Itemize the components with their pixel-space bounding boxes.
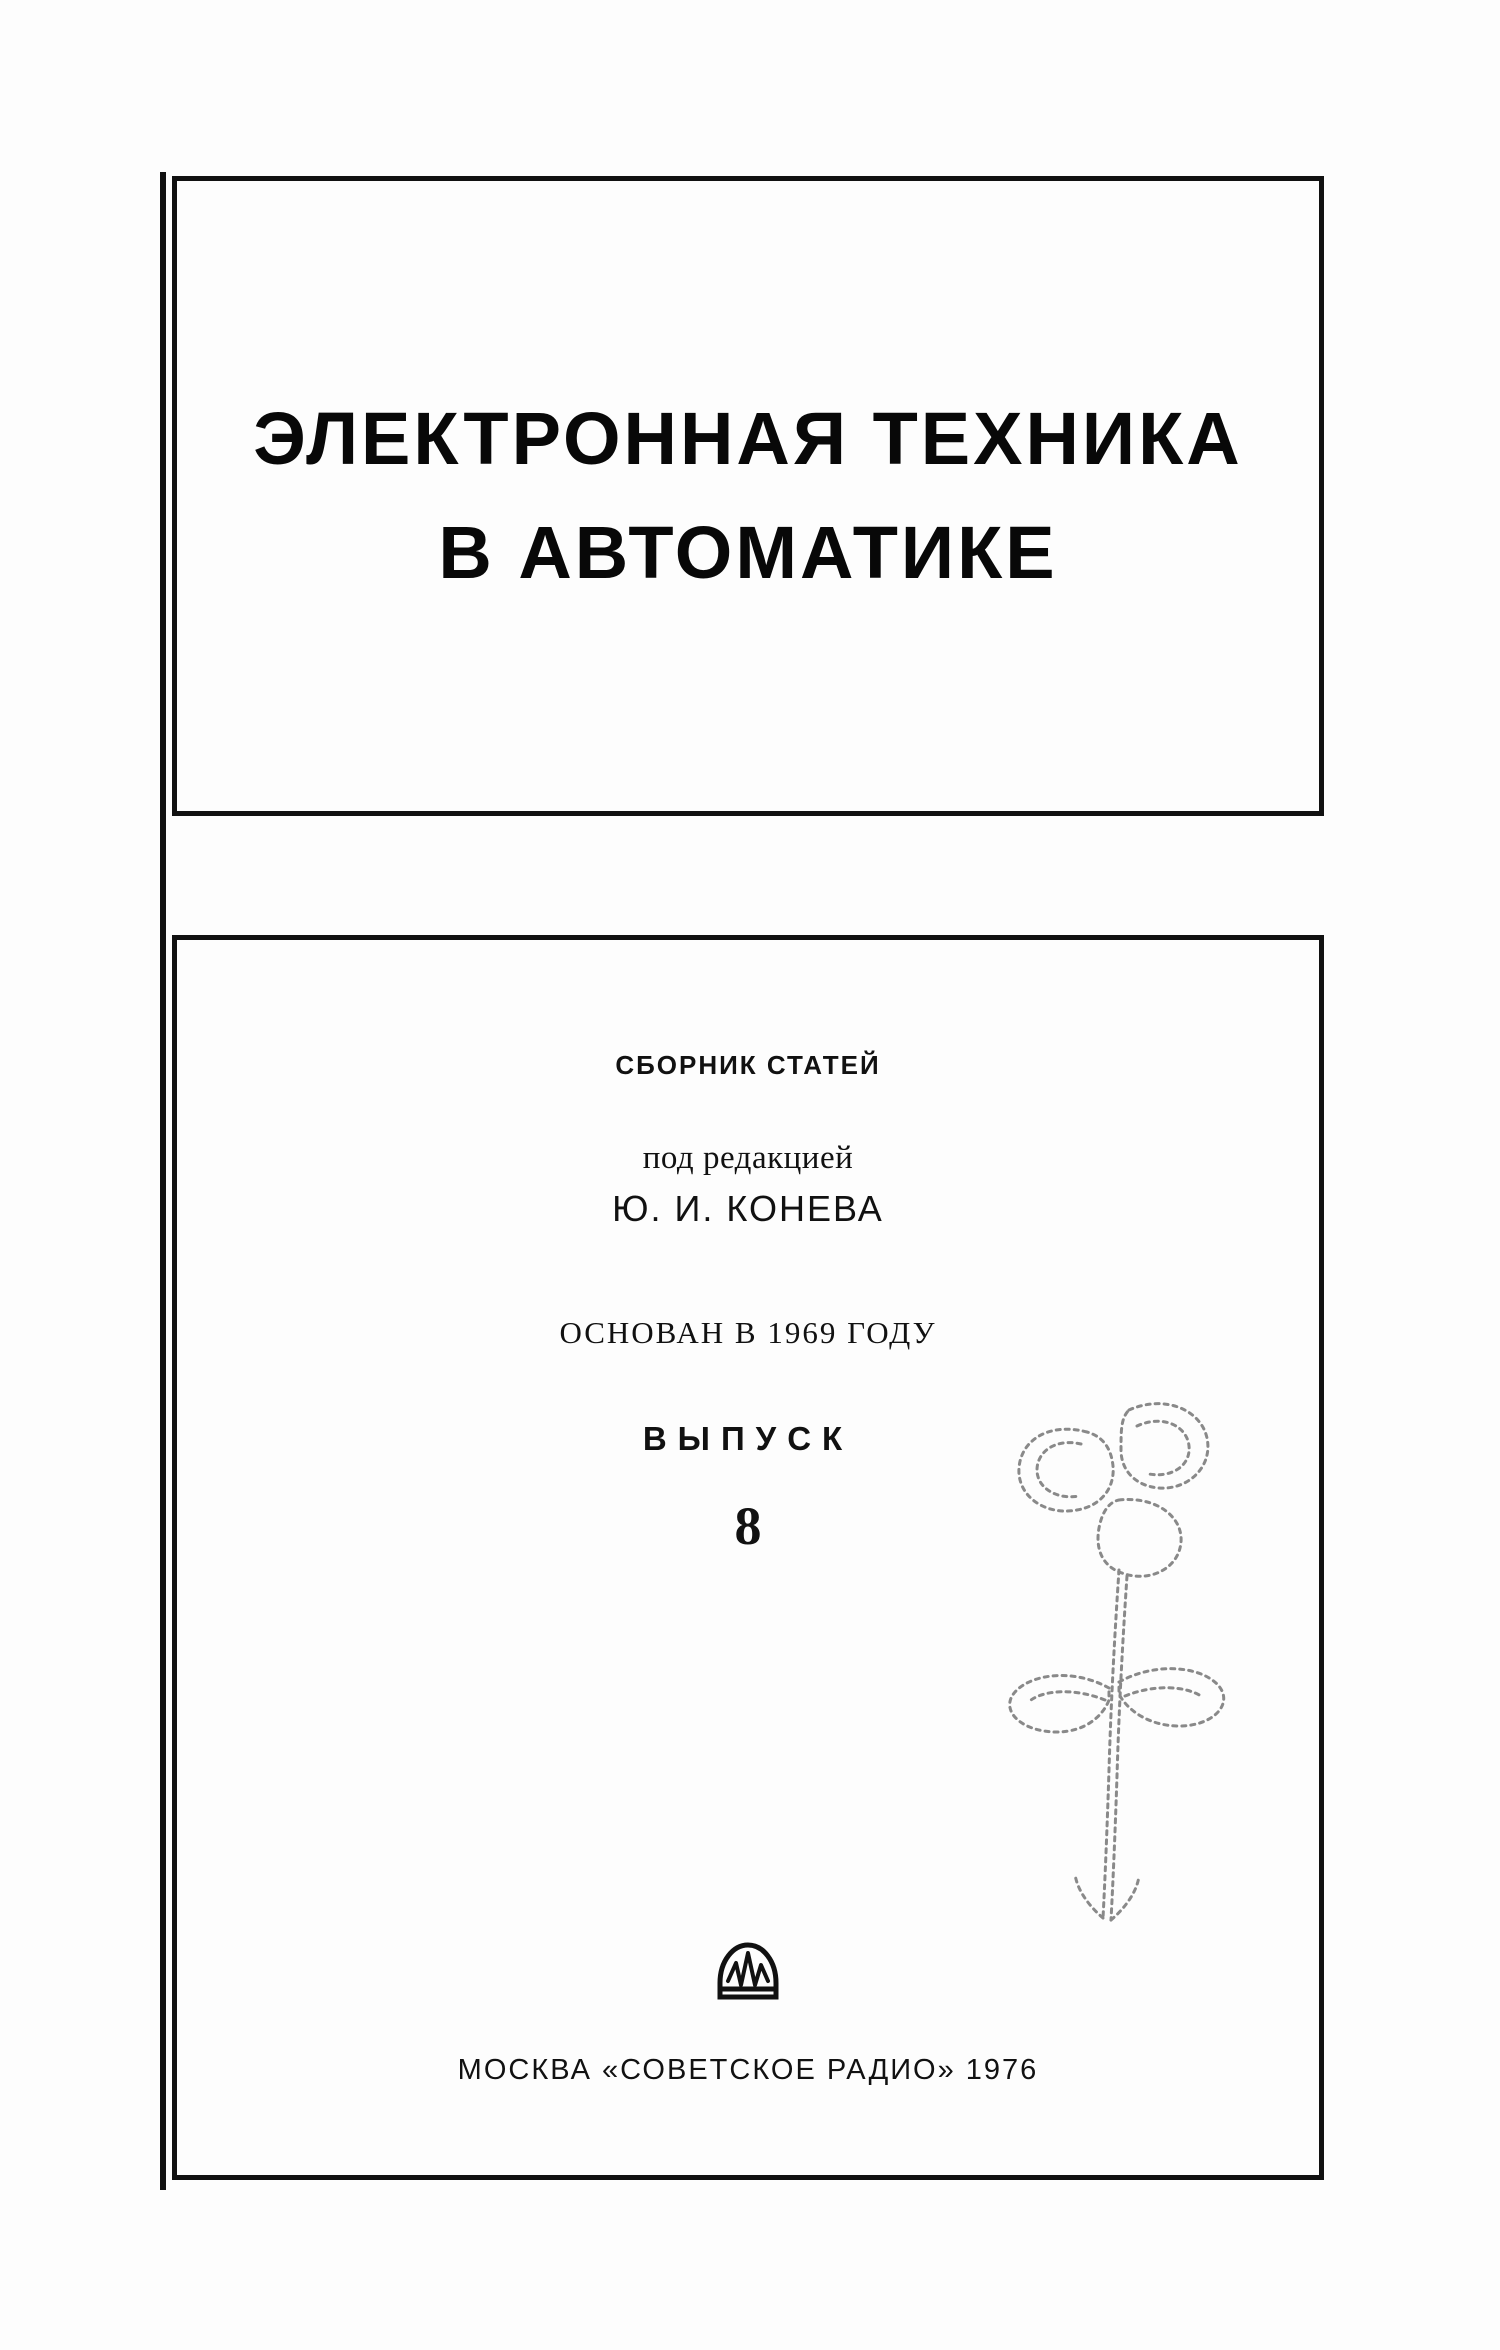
title-box [172, 176, 1324, 816]
collection-label: СБОРНИК СТАТЕЙ [615, 1050, 881, 1080]
editor-name: Ю. И. КОНЕВА [612, 1188, 884, 1229]
issue-label: ВЫПУСК [642, 1420, 854, 1457]
publisher-emblem-icon [706, 1923, 790, 2007]
info-box [172, 935, 1324, 2180]
flower-stamp-icon [969, 1370, 1259, 1940]
founded-year-line: ОСНОВАН В 1969 ГОДУ [559, 1315, 937, 1350]
publisher-line: МОСКВА «СОВЕТСКОЕ РАДИО» 1976 [457, 2054, 1039, 2086]
issue-number: 8 [734, 1496, 762, 1556]
editor-prefix: под редакцией [642, 1140, 854, 1176]
page-title-line-1: ЭЛЕКТРОННАЯ ТЕХНИКА [253, 397, 1243, 481]
page-title-line-2: В АВТОМАТИКЕ [438, 511, 1058, 594]
